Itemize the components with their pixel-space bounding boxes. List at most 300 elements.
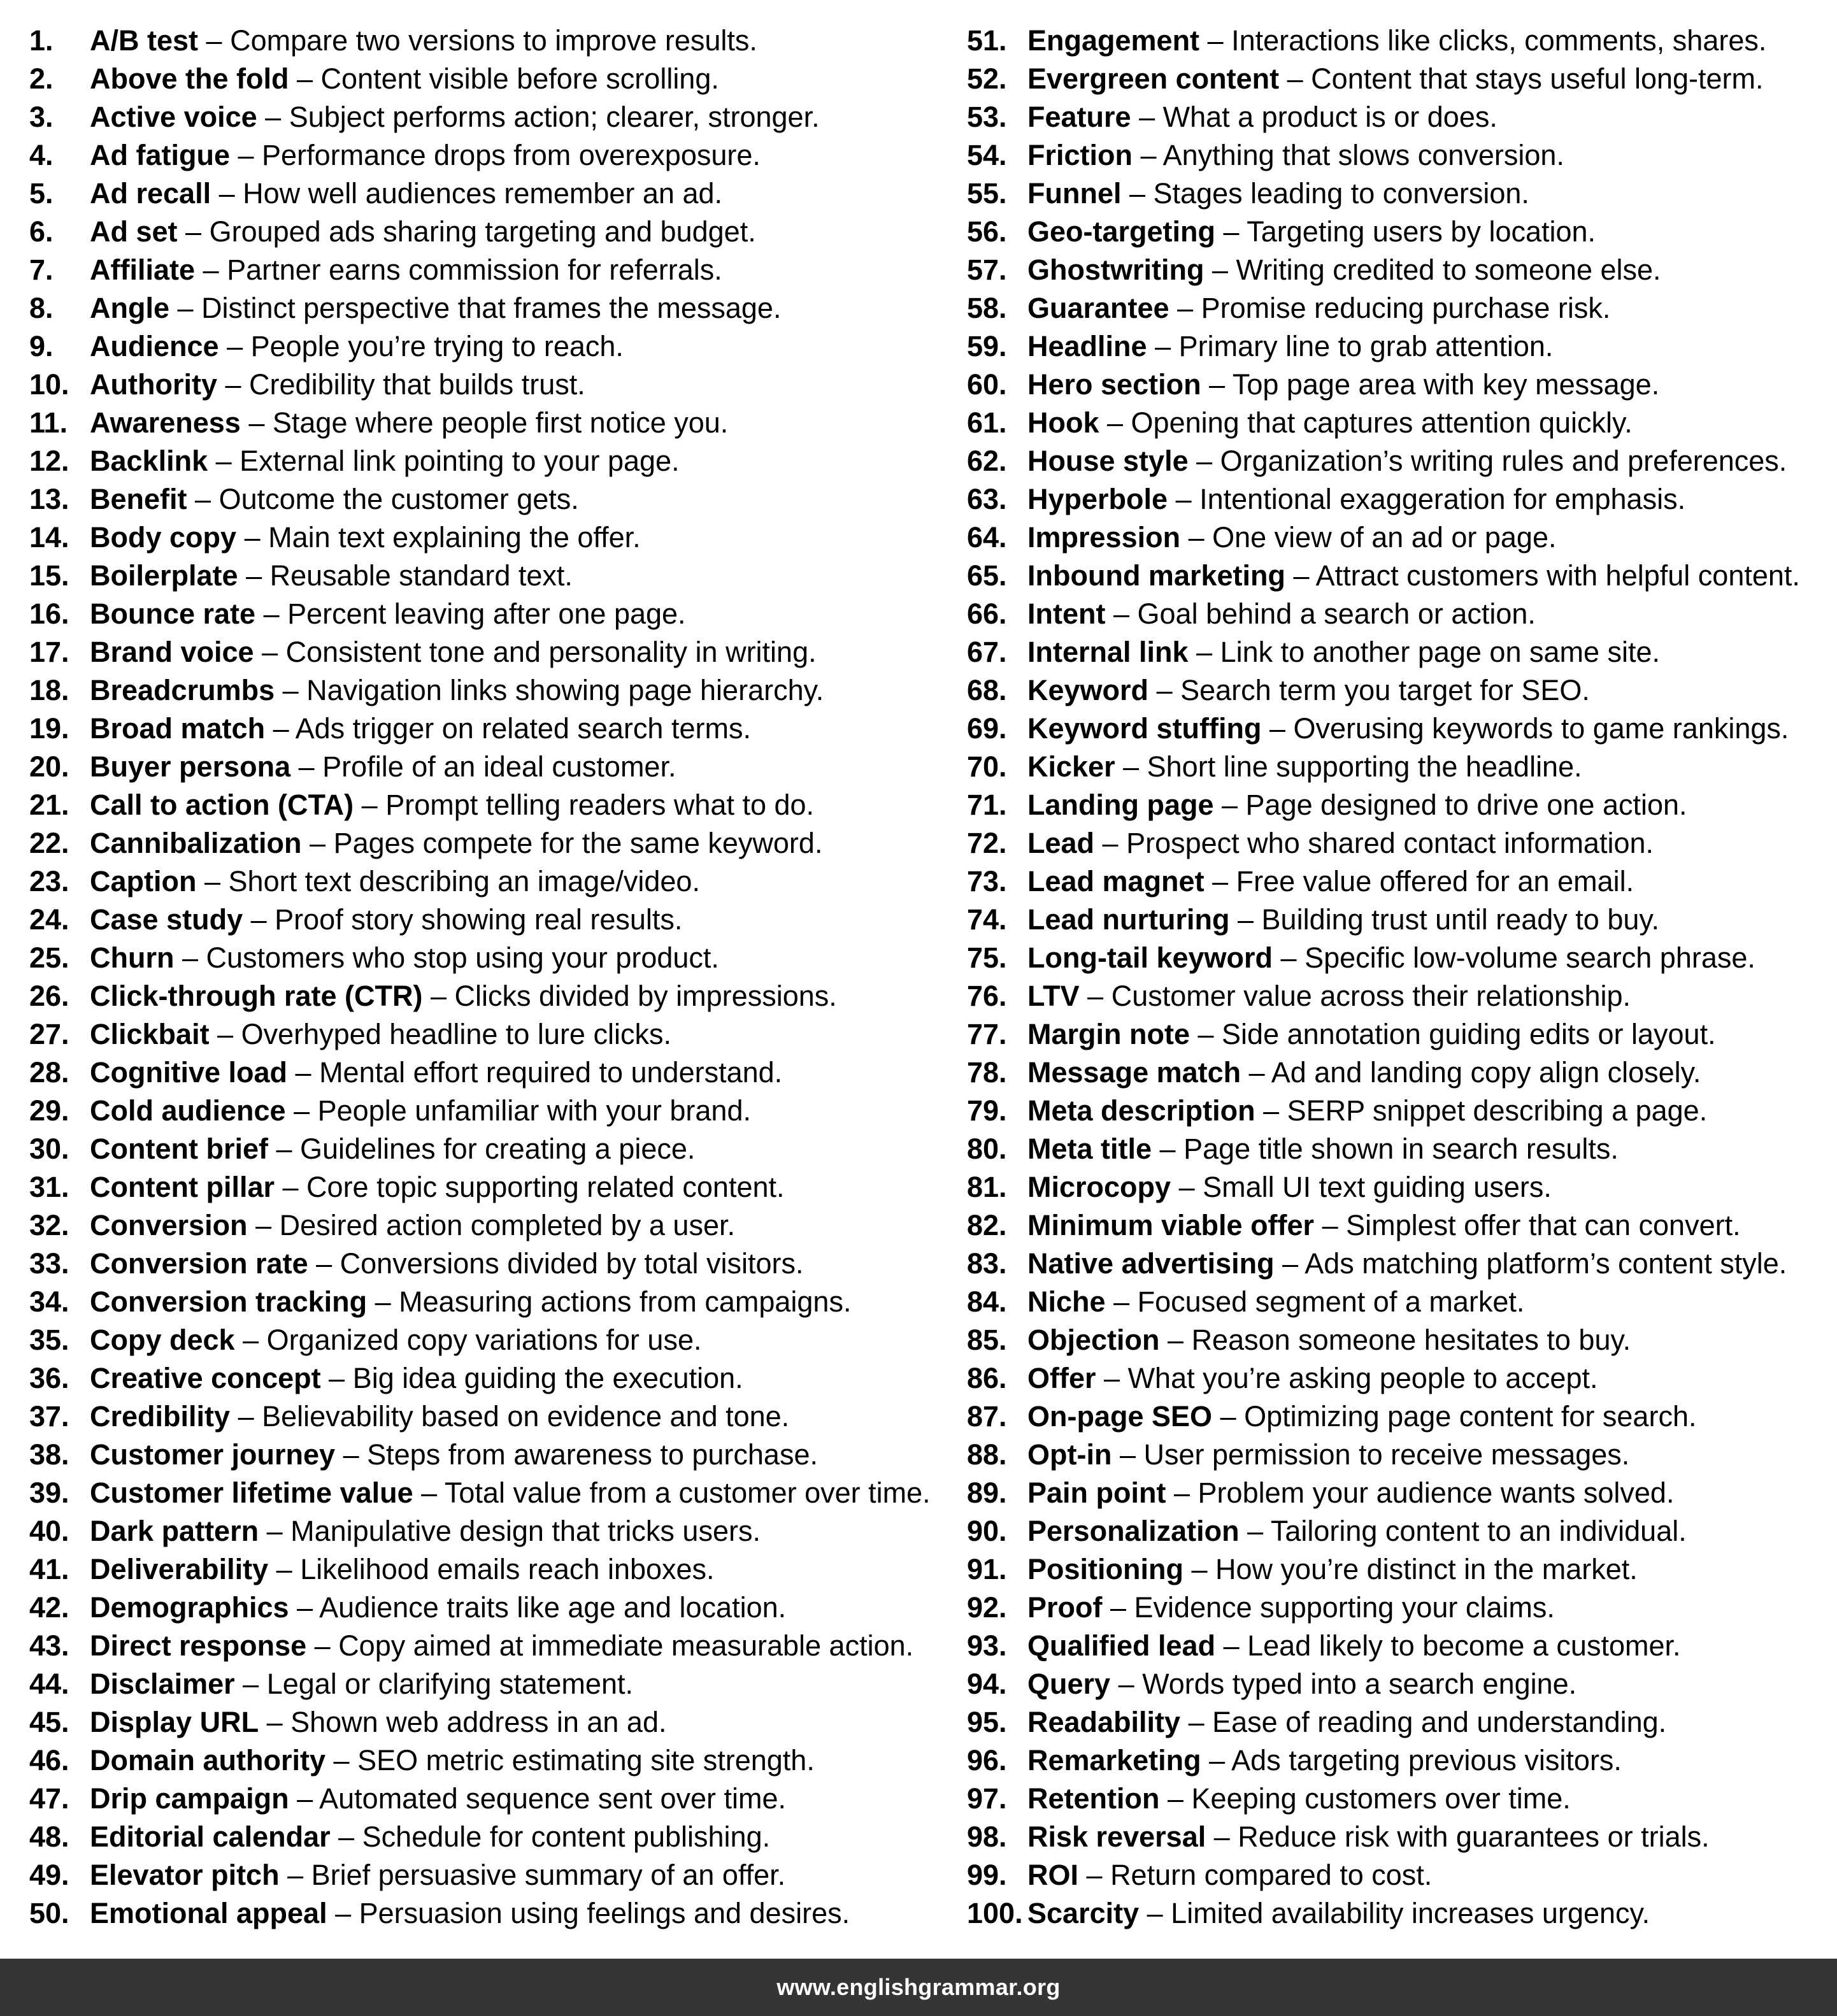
entry-definition: Mental effort required to understand.	[319, 1056, 783, 1089]
entry-term: Lead	[1027, 827, 1095, 859]
entry-body	[90, 1206, 735, 1245]
entry-definition: Page title shown in search results.	[1183, 1133, 1619, 1165]
entry-term: Landing page	[1027, 789, 1214, 821]
entry-number: 70.	[967, 750, 1007, 783]
entry-definition: Desired action completed by a user.	[279, 1209, 735, 1241]
entry-separator: –	[250, 903, 275, 936]
entry-number: 12.	[29, 445, 69, 477]
entry-separator: –	[1263, 1094, 1287, 1127]
glossary-entry	[967, 1741, 1837, 1780]
glossary-entry	[29, 939, 947, 977]
entry-body	[90, 251, 722, 289]
entry-body	[90, 1321, 701, 1359]
entry-body	[1027, 1436, 1629, 1474]
entry-separator: –	[1113, 597, 1138, 630]
entry-definition: Proof story showing real results.	[275, 903, 683, 936]
entry-definition: Words typed into a search engine.	[1142, 1668, 1577, 1700]
entry-term: Creative concept	[90, 1362, 321, 1394]
entry-separator: –	[375, 1285, 399, 1318]
glossary-entry	[29, 1512, 947, 1550]
entry-number: 93.	[967, 1629, 1007, 1662]
entry-body	[90, 595, 686, 633]
entry-definition: Short line supporting the headline.	[1147, 750, 1582, 783]
entry-separator: –	[265, 101, 289, 133]
entry-definition: Opening that captures attention quickly.	[1131, 406, 1633, 439]
entry-definition: Page designed to drive one action.	[1245, 789, 1687, 821]
entry-term: Backlink	[90, 445, 208, 477]
entry-number: 42.	[29, 1591, 69, 1624]
entry-number: 29.	[29, 1094, 69, 1127]
entry-separator: –	[1213, 1820, 1238, 1853]
entry-body	[1027, 748, 1582, 786]
entry-separator: –	[1119, 1438, 1144, 1471]
entry-body	[90, 977, 837, 1015]
entry-term: Qualified lead	[1027, 1629, 1216, 1662]
entry-number: 21.	[29, 789, 69, 821]
entry-number: 22.	[29, 827, 69, 859]
entry-definition: Keeping customers over time.	[1191, 1782, 1571, 1815]
entry-term: Risk reversal	[1027, 1820, 1206, 1853]
entry-term: Objection	[1027, 1324, 1160, 1356]
entry-number: 36.	[29, 1362, 69, 1394]
entry-number: 35.	[29, 1324, 69, 1356]
entry-body	[90, 557, 573, 595]
entry-separator: –	[1139, 101, 1163, 133]
glossary-entry	[967, 939, 1837, 977]
entry-term: Personalization	[1027, 1515, 1240, 1547]
entry-body	[1027, 595, 1536, 633]
entry-term: House style	[1027, 445, 1189, 477]
entry-definition: How well audiences remember an ad.	[243, 177, 723, 210]
entry-number: 31.	[29, 1171, 69, 1203]
entry-body	[90, 1512, 761, 1550]
entry-term: Cannibalization	[90, 827, 302, 859]
glossary-entry	[967, 1436, 1837, 1474]
entry-number: 84.	[967, 1285, 1007, 1318]
entry-definition: Shown web address in an ad.	[290, 1706, 667, 1738]
entry-number: 27.	[29, 1018, 69, 1050]
entry-term: Kicker	[1027, 750, 1115, 783]
glossary-entry	[967, 22, 1837, 60]
entry-definition: Small UI text guiding users.	[1203, 1171, 1552, 1203]
entry-body	[90, 518, 641, 557]
entry-term: Customer lifetime value	[90, 1476, 413, 1509]
entry-number: 33.	[29, 1247, 69, 1280]
entry-number: 3.	[29, 101, 54, 133]
entry-number: 85.	[967, 1324, 1007, 1356]
entry-body	[1027, 1856, 1432, 1894]
entry-body	[1027, 98, 1497, 136]
entry-body	[1027, 1015, 1716, 1054]
glossary-right-column	[967, 22, 1837, 1933]
entry-separator: –	[316, 1247, 340, 1280]
entry-separator: –	[1129, 177, 1154, 210]
entry-body	[90, 1015, 671, 1054]
entry-definition: Organization’s writing rules and preferences.	[1220, 445, 1787, 477]
entry-definition: One view of an ad or page.	[1212, 521, 1557, 554]
glossary-entry	[967, 1092, 1837, 1130]
glossary-entry	[29, 824, 947, 862]
entry-separator: –	[1212, 254, 1236, 286]
entry-body	[1027, 1092, 1707, 1130]
entry-separator: –	[1223, 215, 1247, 248]
entry-number: 14.	[29, 521, 69, 554]
entry-term: Retention	[1027, 1782, 1160, 1815]
entry-definition: Legal or clarifying statement.	[266, 1668, 633, 1700]
footer-website-link[interactable]: www.englishgrammar.org	[776, 1974, 1061, 2000]
entry-separator: –	[1087, 980, 1111, 1012]
entry-definition: Copy aimed at immediate measurable action.	[338, 1629, 914, 1662]
glossary-entry	[29, 289, 947, 327]
entry-body	[1027, 366, 1659, 404]
entry-number: 37.	[29, 1400, 69, 1433]
entry-term: Positioning	[1027, 1553, 1183, 1585]
glossary-entry	[29, 1627, 947, 1665]
glossary-entry	[967, 60, 1837, 98]
entry-number: 97.	[967, 1782, 1007, 1815]
entry-term: Minimum viable offer	[1027, 1209, 1315, 1241]
entry-separator: –	[1207, 24, 1232, 57]
entry-term: Impression	[1027, 521, 1181, 554]
entry-term: Dark pattern	[90, 1515, 259, 1547]
entry-separator: –	[227, 330, 251, 362]
entry-number: 99.	[967, 1859, 1007, 1891]
glossary-entry	[967, 1703, 1837, 1741]
entry-term: Caption	[90, 865, 197, 897]
entry-definition: Distinct perspective that frames the message.	[201, 292, 782, 324]
glossary-entry	[967, 748, 1837, 786]
entry-separator: –	[1118, 1668, 1143, 1700]
entry-term: Hook	[1027, 406, 1099, 439]
glossary-entry	[29, 1359, 947, 1398]
entry-body	[90, 786, 814, 824]
entry-body	[90, 1436, 818, 1474]
entry-definition: Tailoring content to an individual.	[1270, 1515, 1687, 1547]
entry-body	[90, 1703, 667, 1741]
glossary-entry	[29, 1589, 947, 1627]
entry-term: Bounce rate	[90, 597, 256, 630]
entry-term: ROI	[1027, 1859, 1079, 1891]
entry-definition: Lead likely to become a customer.	[1247, 1629, 1681, 1662]
entry-body	[90, 98, 820, 136]
entry-term: Funnel	[1027, 177, 1122, 210]
entry-separator: –	[314, 1629, 339, 1662]
entry-separator: –	[248, 406, 273, 439]
entry-term: On-page SEO	[1027, 1400, 1213, 1433]
entry-term: Cold audience	[90, 1094, 286, 1127]
entry-number: 68.	[967, 674, 1007, 706]
entry-number: 61.	[967, 406, 1007, 439]
glossary-entry	[29, 633, 947, 671]
entry-definition: Primary line to grab attention.	[1178, 330, 1554, 362]
glossary-entry	[967, 1780, 1837, 1818]
glossary-entry	[29, 1818, 947, 1856]
glossary-entry	[29, 327, 947, 366]
entry-definition: Conversions divided by total visitors.	[340, 1247, 804, 1280]
entry-definition: Stage where people first notice you.	[272, 406, 729, 439]
entry-term: Boilerplate	[90, 559, 238, 592]
entry-term: Geo-targeting	[1027, 215, 1216, 248]
glossary-entry	[29, 786, 947, 824]
entry-separator: –	[1086, 1859, 1111, 1891]
entry-separator: –	[1155, 330, 1179, 362]
entry-number: 38.	[29, 1438, 69, 1471]
entry-body	[1027, 1512, 1687, 1550]
entry-term: Ad recall	[90, 177, 211, 210]
entry-number: 65.	[967, 559, 1007, 592]
entry-body	[90, 1474, 931, 1512]
entry-number: 66.	[967, 597, 1007, 630]
entry-definition: Total value from a customer over time.	[444, 1476, 931, 1509]
entry-separator: –	[1238, 903, 1262, 936]
glossary-left-column	[29, 22, 947, 1933]
entry-number: 20.	[29, 750, 69, 783]
glossary-entry	[29, 22, 947, 60]
entry-body	[90, 175, 722, 213]
entry-separator: –	[1197, 1018, 1222, 1050]
entry-separator: –	[1209, 368, 1233, 401]
entry-body	[1027, 1054, 1701, 1092]
glossary-entry	[29, 251, 947, 289]
entry-body	[90, 1168, 785, 1206]
entry-term: Copy deck	[90, 1324, 235, 1356]
entry-definition: Persuasion using feelings and desires.	[359, 1897, 850, 1929]
entry-separator: –	[1156, 674, 1181, 706]
entry-separator: –	[1220, 1400, 1245, 1433]
glossary-entry	[29, 518, 947, 557]
footer-bar	[0, 1959, 1837, 2016]
glossary-entry	[29, 1054, 947, 1092]
entry-term: Engagement	[1027, 24, 1200, 57]
entry-number: 67.	[967, 636, 1007, 668]
entry-separator: –	[177, 292, 202, 324]
entry-number: 47.	[29, 1782, 69, 1815]
entry-number: 90.	[967, 1515, 1007, 1547]
glossary-entry	[29, 1206, 947, 1245]
entry-body	[1027, 289, 1610, 327]
entry-body	[90, 1550, 715, 1589]
entry-number: 49.	[29, 1859, 69, 1891]
entry-definition: Customers who stop using your product.	[206, 941, 719, 974]
entry-number: 62.	[967, 445, 1007, 477]
glossary-entry	[29, 60, 947, 98]
entry-definition: Promise reducing purchase risk.	[1201, 292, 1611, 324]
entry-separator: –	[1175, 483, 1200, 515]
glossary-entry	[967, 671, 1837, 710]
entry-number: 15.	[29, 559, 69, 592]
glossary-entry	[29, 977, 947, 1015]
entry-separator: –	[276, 1133, 301, 1165]
entry-term: Direct response	[90, 1629, 307, 1662]
entry-body	[1027, 1665, 1576, 1703]
entry-term: Body copy	[90, 521, 237, 554]
entry-body	[1027, 1780, 1571, 1818]
entry-number: 80.	[967, 1133, 1007, 1165]
glossary-entry	[967, 1665, 1837, 1703]
entry-number: 11.	[29, 406, 68, 439]
entry-separator: –	[310, 827, 334, 859]
glossary-entry	[29, 1130, 947, 1168]
entry-separator: –	[218, 177, 243, 210]
entry-body	[90, 404, 728, 442]
entry-number: 75.	[967, 941, 1007, 974]
entry-body	[90, 1398, 789, 1436]
entry-term: Breadcrumbs	[90, 674, 275, 706]
entry-definition: Partner earns commission for referrals.	[227, 254, 722, 286]
entry-definition: Optimizing page content for search.	[1244, 1400, 1697, 1433]
entry-definition: Attract customers with helpful content.	[1315, 559, 1800, 592]
entry-number: 96.	[967, 1744, 1007, 1777]
entry-number: 74.	[967, 903, 1007, 936]
entry-term: Ad set	[90, 215, 178, 248]
glossary-entry	[967, 1550, 1837, 1589]
entry-body	[90, 327, 624, 366]
entry-term: Conversion tracking	[90, 1285, 368, 1318]
entry-body	[1027, 1741, 1622, 1780]
entry-number: 24.	[29, 903, 69, 936]
glossary-entry	[967, 1856, 1837, 1894]
entry-number: 88.	[967, 1438, 1007, 1471]
entry-number: 41.	[29, 1553, 69, 1585]
glossary-entry	[967, 213, 1837, 251]
entry-separator: –	[338, 1820, 362, 1853]
entry-body	[90, 862, 700, 901]
entry-definition: Automated sequence sent over time.	[319, 1782, 787, 1815]
entry-definition: Intentional exaggeration for emphasis.	[1199, 483, 1686, 515]
glossary-entry	[29, 671, 947, 710]
entry-term: Clickbait	[90, 1018, 210, 1050]
entry-number: 87.	[967, 1400, 1007, 1433]
entry-term: Hyperbole	[1027, 483, 1168, 515]
glossary-entry	[29, 862, 947, 901]
entry-separator: –	[215, 445, 240, 477]
entry-separator: –	[1191, 1553, 1216, 1585]
entry-separator: –	[1287, 62, 1312, 95]
glossary-entry	[967, 1512, 1837, 1550]
entry-term: Credibility	[90, 1400, 231, 1433]
entry-number: 86.	[967, 1362, 1007, 1394]
entry-number: 76.	[967, 980, 1007, 1012]
entry-body	[90, 1245, 803, 1283]
entry-term: Headline	[1027, 330, 1147, 362]
entry-number: 71.	[967, 789, 1007, 821]
entry-separator: –	[298, 750, 323, 783]
entry-definition: Clicks divided by impressions.	[454, 980, 837, 1012]
glossary-entry	[29, 136, 947, 175]
glossary-entry	[967, 136, 1837, 175]
entry-number: 57.	[967, 254, 1007, 286]
entry-definition: Likelihood emails reach inboxes.	[300, 1553, 715, 1585]
entry-number: 58.	[967, 292, 1007, 324]
glossary-entry	[29, 1245, 947, 1283]
entry-definition: Link to another page on same site.	[1220, 636, 1661, 668]
entry-term: Content pillar	[90, 1171, 275, 1203]
entry-number: 16.	[29, 597, 69, 630]
entry-definition: Ad and landing copy align closely.	[1271, 1056, 1701, 1089]
glossary-entry	[29, 1168, 947, 1206]
entry-separator: –	[1293, 559, 1316, 592]
entry-separator: –	[1222, 789, 1246, 821]
entry-term: Proof	[1027, 1591, 1103, 1624]
entry-separator: –	[266, 1515, 291, 1547]
entry-definition: Schedule for content publishing.	[362, 1820, 771, 1853]
entry-number: 54.	[967, 139, 1007, 171]
entry-body	[1027, 1245, 1787, 1283]
glossary-entry	[29, 1015, 947, 1054]
entry-number: 94.	[967, 1668, 1007, 1700]
entry-definition: Steps from awareness to purchase.	[367, 1438, 818, 1471]
entry-body	[1027, 633, 1660, 671]
entry-separator: –	[282, 674, 307, 706]
glossary-entry	[967, 1245, 1837, 1283]
entry-number: 8.	[29, 292, 54, 324]
entry-body	[90, 671, 824, 710]
entry-body	[1027, 1283, 1524, 1321]
entry-separator: –	[297, 1591, 320, 1624]
entry-number: 59.	[967, 330, 1007, 362]
entry-body	[90, 633, 817, 671]
entry-definition: Short text describing an image/video.	[228, 865, 700, 897]
entry-definition: Prompt telling readers what to do.	[385, 789, 815, 821]
glossary-entry	[967, 1283, 1837, 1321]
entry-number: 28.	[29, 1056, 69, 1089]
entry-term: Buyer persona	[90, 750, 291, 783]
entry-separator: –	[1248, 1056, 1271, 1089]
entry-body	[90, 213, 756, 251]
glossary-entry	[967, 1321, 1837, 1359]
entry-number: 64.	[967, 521, 1007, 554]
glossary-entry	[967, 557, 1837, 595]
glossary-entry	[29, 1780, 947, 1818]
glossary-entry	[967, 1398, 1837, 1436]
glossary-entry	[967, 442, 1837, 480]
entry-separator: –	[263, 597, 288, 630]
entry-number: 69.	[967, 712, 1007, 745]
entry-definition: Reusable standard text.	[269, 559, 573, 592]
entry-body	[90, 136, 761, 175]
entry-definition: Core topic supporting related content.	[306, 1171, 785, 1203]
entry-separator: –	[297, 1782, 320, 1815]
entry-number: 82.	[967, 1209, 1007, 1241]
entry-body	[1027, 327, 1553, 366]
entry-definition: Prospect who shared contact information.	[1126, 827, 1654, 859]
entry-body	[90, 1092, 751, 1130]
entry-definition: Outcome the customer gets.	[218, 483, 579, 515]
entry-body	[90, 1780, 786, 1818]
entry-number: 4.	[29, 139, 54, 171]
glossary-entry	[967, 1894, 1837, 1933]
entry-separator: –	[246, 559, 270, 592]
entry-term: Editorial calendar	[90, 1820, 331, 1853]
entry-definition: Content visible before scrolling.	[320, 62, 719, 95]
entry-body	[1027, 710, 1789, 748]
entry-number: 2.	[29, 62, 54, 95]
entry-separator: –	[262, 636, 286, 668]
entry-term: Ad fatigue	[90, 139, 230, 171]
glossary-entry	[29, 1703, 947, 1741]
entry-definition: Ads matching platform’s content style.	[1304, 1247, 1787, 1280]
entry-separator: –	[1113, 1285, 1138, 1318]
entry-definition: Manipulative design that tricks users.	[290, 1515, 761, 1547]
entry-definition: Writing credited to someone else.	[1236, 254, 1661, 286]
glossary-entry	[967, 518, 1837, 557]
glossary-entry	[967, 901, 1837, 939]
entry-number: 23.	[29, 865, 69, 897]
entry-body	[1027, 1130, 1619, 1168]
entry-number: 72.	[967, 827, 1007, 859]
entry-separator: –	[421, 1476, 445, 1509]
entry-body	[90, 1054, 782, 1092]
